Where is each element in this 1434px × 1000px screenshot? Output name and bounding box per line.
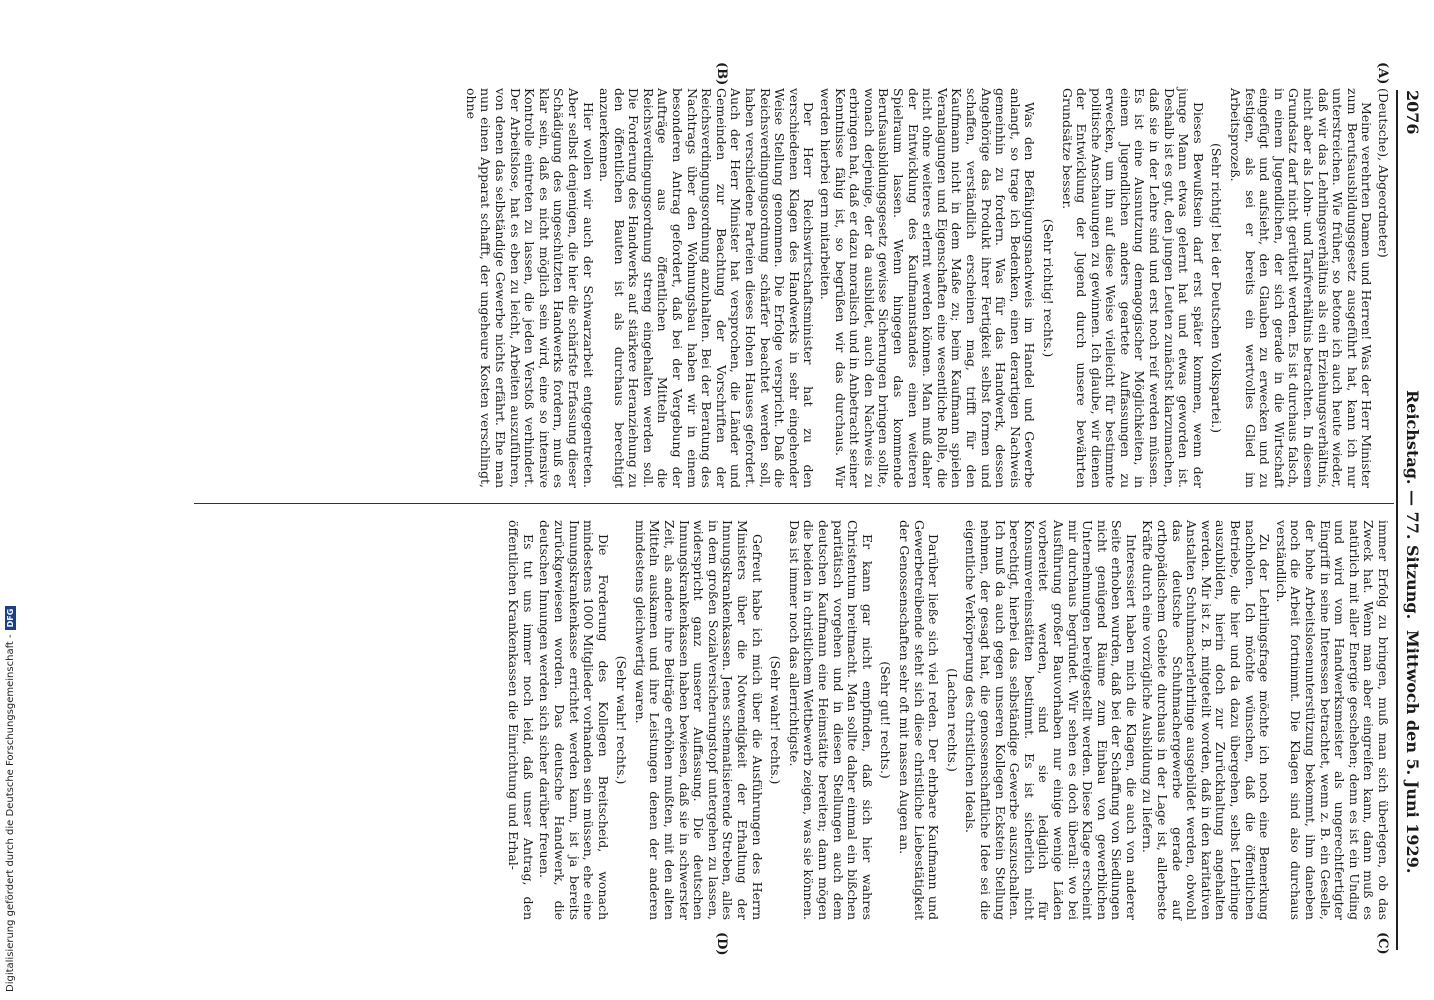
paragraph: immer Erfolg zu bringen, muß man sich überlegen, ob das Zweck hat. Wenn man aber eingreifen kann, dann muß es natürlich mit aller Energie geschehen; denn es ist ein Unding und wird vom Handwerksmeister als ungerechtfertigter Eingriff in seine Interessen betrachtet, wenn z. B. ein Geselle, der hohe Arbeitslosenunterstützung bekommt, ihm daneben noch die Arbeit fortnimmt. Die Klagen sind also durchaus verständlich. (1273, 520, 1391, 920)
page-header (1400, 90, 1426, 950)
dfg-logo: DFG (5, 606, 16, 631)
margin-marker-c: (C) (1375, 932, 1390, 955)
interjection: (Sehr wahr! rechts.) (768, 655, 784, 785)
speaker-line: (Deutsche), Abgeordneter) (1376, 88, 1391, 258)
paragraph: Zu der Lehrlingsfrage möchte ich noch eine Bemerkung nachholen. Ich möchte wünschen, daß die öffentlichen Betriebe, die hier und da dazu übergehen, selbst Lehrlinge auszubilden, hierin doch zur Zurückhaltung angehalten werden. Mir ist z. B. mitgeteilt worden, daß in den karitativen Anstalten Schuhmacherlehrlinge ausgebildet werden, obwohl das deutsche Schuhmachergewerbe gerade auf orthopädischem Gebiete durchaus in der Lage ist, allerbeste Kräfte durch eine vorzügliche Ausbildung zu liefern. (1140, 520, 1273, 920)
footer-text: Digitalisierung gefördert durch die Deutsche Forschungsgemeinschaft - (4, 634, 16, 992)
interjection: (Lachen rechts.) (944, 668, 960, 772)
interjection: (Sehr gut! rechts.) (878, 661, 894, 779)
margin-marker-a: (A) (1375, 62, 1390, 85)
interjection: (Sehr richtig! bei der Deutschen Volkspartei.) (1209, 142, 1225, 434)
paragraph: Die Forderung des Kollegen Breitscheid, wonach mindestens 1000 Mitglieder vorhanden sein müssen, ehe eine Innungskrankenkasse errichtet werden kann, ist ja bereits zurückgewiesen worden. Das deutsche Handwerk, die deutschen Innungen werden sich sicher darüber freuen. (537, 520, 611, 920)
paragraph: Meine verehrten Damen und Herren! Was der Herr Minister zum Berufsausbildungsgesetz ausgeführt hat, kann ich nur unterstreichen. Wie früher, so betone ich auch heute wieder, daß wir das Lehrlingsverhältnis als ein Erziehungsverhältnis, nicht aber als Lohn- und Tarifverhältnis betrachten. In diesem Grundsatz darf nicht gerüttelt werden. Es ist durchaus falsch, in einem Jugendlichen, der sich gerade in die Wirtschaft eingefügt und aufsieht, den Glauben zu erwecken und zu festigen, als sei er bereits ein wertvolles Glied im Arbeitsprozeß. (1228, 88, 1375, 488)
margin-marker-b: (B) (714, 62, 729, 86)
page-number: 2076 (1403, 90, 1423, 135)
paragraph: Er kann gar nicht empfinden, daß sich hier wahres Christentum breitmacht. Man sollte daher einmal ein bißchen paritätisch vorgehen und in diesen Stellungen auch dem deutschen Kaufmann eine Heimstätte bereiten; dann mögen die beiden in christlichem Wettbewerb zeigen, was sie können. Das ist immer noch das allerrichtigste. (786, 520, 875, 920)
paragraph: Gefreut habe ich mich über die Ausführungen des Herrn Ministers über die Notwendigkeit der Erhaltung der Innungskrankenkassen. Jenes schematisierende Streben, alles in dem großen Sozialversicherungstopf untergehen zu lassen, widerspricht ganz unserer Auffassung. Die deutschen Innungskrankenkassen haben bewiesen, daß sie in schwerster Zeit, als andere ihre Beiträge erhöhen mußten, mit den alten Mitteln auskamen und ihre Leistungen denen der anderen mindestens gleichwertig waren. (632, 520, 765, 920)
session-date: Mittwoch den 5. Juni 1929. (1403, 630, 1423, 874)
digitization-footer (2, 0, 18, 1000)
paragraph: Es tut uns immer noch leid, daß unser Antrag, den öffentlichen Krankenkassen die Einrichtung und Erhal- (506, 520, 536, 920)
right-column (504, 520, 1390, 920)
header-rule (1396, 90, 1398, 950)
margin-marker-d: (D) (714, 932, 729, 956)
paragraph: Hier wollen wir auch der Schwarzarbeit entgegentreten. Aber selbst denjenigen, die hier die schärfste Erfassung dieser Schädigung des ungeschützten Handwerks fordern, muß es klar sein, daß es nicht möglich sein wird, eine so intensive Kontrolle eintreten zu lassen, die jeden Verstoß verhindert. Der Arbeitslose, hat es eben zu leicht, Arbeiten auszuführen, von denen das selbständige Gewerbe nichts erfährt. Ehe man nun einen Apparat schafft, der ungeheure Kosten verschlingt, ohne (463, 88, 596, 488)
paragraph: Interessiert haben mich die Klagen, die auch von anderer Seite erhoben wurden, daß bei der Schaffung von Siedlungen nicht genügend Räume zum Einbau von gewerblichen Unternehmungen bereitgestellt werden. Diese Klage erscheint mir durchaus begründet. Wir sehen es doch überall: wo bei Ausführung großer Bauvorhaben nur einige wenige Läden vorbereitet werden, sind sie lediglich für Konsumvereinsstätten bestimmt. Es ist sicherlich nicht berechtigt, hierbei das selbständige Gewerbe auszuschalten. Ich muß da auch gegen unseren Kollegen Eckstein Stellung nehmen, der gesagt hat, die genossenschaftliche Idee sei die eigentliche Verkörperung des christlichen Ideals. (963, 520, 1139, 920)
left-column (461, 88, 1390, 488)
session-title: Reichstag. — 77. Sitzung. (1403, 390, 1423, 620)
interjection: (Sehr wahr! rechts.) (614, 655, 630, 785)
paragraph: Was den Befähigungsnachweis im Handel und Gewerbe anlangt, so trage ich Bedenken, einen derartigen Nachweis gemeinhin zu fordern. Was für das Handwerk, dessen Angehörige das Produkt ihrer Fertigkeit selbst formen und schaffen, verständlich erscheinen mag, trifft für den Kaufmann nicht in dem Maße zu; beim Kaufmann spielen Veranlagungen und Eigenschaften eine wesentliche Rolle, die nicht ohne weiteres erlernt werden können. Man muß daher der Entwicklung des Kaufmannstandes einen weiteren Spielraum lassen. Wenn hingegen das kommende Berufsausbildungsgesetz gewisse Sicherungen bringen sollte, wonach derjenige, der da ausbildet, auch den Nachweis zu erbringen hat, daß er dazu moralisch und in Anbetracht seiner Kenntnisse fähig ist, so begrüßen wir das durchaus. Wir werden hierbei gern mitarbeiten. (818, 88, 1038, 488)
paragraph: Darüber ließe sich viel reden. Der ehrbare Kaufmann und Gewerbetreibende steht sich diese christliche Liebestätigkeit der Genossenschaften sehr oft mit nassen Augen an. (897, 520, 942, 920)
column-divider (194, 503, 1394, 504)
paragraph: Dieses Bewußtsein darf erst später kommen, wenn der junge Mann etwas gelernt hat und etwas geworden ist. Deshalb ist es gut, den jungen Leuten zunächst klarzumachen, daß sie in der Lehre sind und erst noch reif werden müssen. Es ist eine Ausnutzung demagogischer Möglichkeiten, in einem Jugendlichen anders geartete Auffassungen zu erwecken, um ihn auf diese Weise vielleicht für bestimmte politische Anschauungen zu gewinnen. Ich glaube, wir dienen der Entwicklung der Jugend durch unsere bewährten Grundsätze besser. (1059, 88, 1206, 488)
paragraph: Der Herr Reichswirtschaftsminister hat zu den verschiedenen Klagen des Handwerks in sehr eingehender Weise Stellung genommen. Die Erfolge verspricht. Daß die Reichsverdingungsordnung schärfer beachtet werden soll, haben verschiedene Parteien dieses Hohen Hauses gefordert. Auch der Herr Minister hat versprochen, die Länder und Gemeinden zur Beachtung der Vorschriften der Reichsverdingungsordnung anzuhalten. Bei der Beratung des Nachtrags über den Wohnungsbau haben wir in einem besonderen Antrag gefordert, daß bei der Vergebung der Aufträge aus öffentlichen Mitteln die Reichsverdingungsordnung streng eingehalten werden soll. Die Forderung des Handwerks auf stärkere Heranziehung zu den öffentlichen Bauten ist als durchaus berechtigt anzuerkennen. (597, 88, 817, 488)
interjection: (Sehr richtig! rechts.) (1040, 218, 1056, 358)
